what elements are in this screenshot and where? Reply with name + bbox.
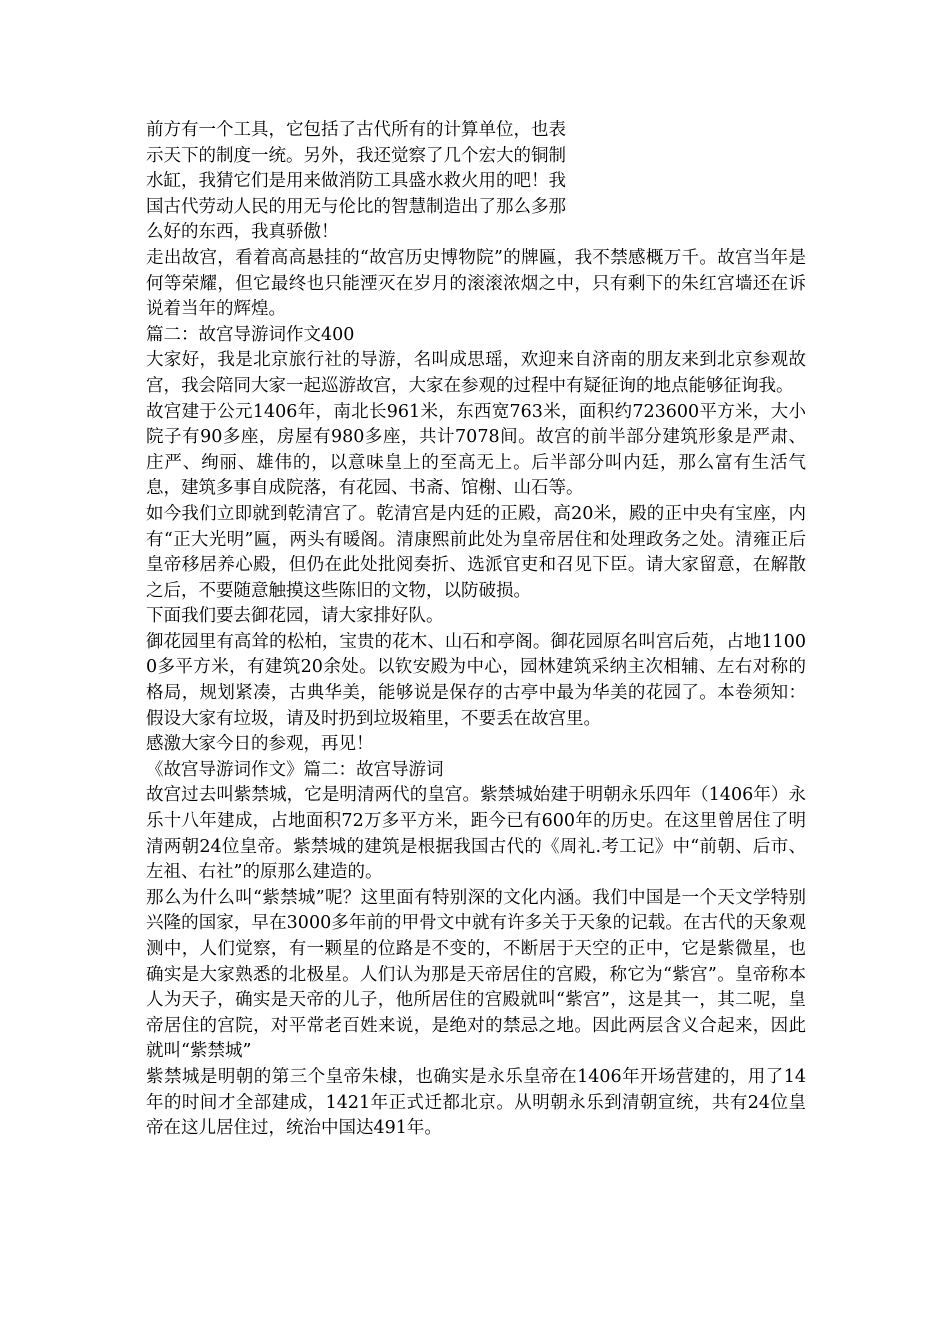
intro-line: 么好的东西，我真骄傲！ (146, 222, 339, 243)
section-heading: 《故宫导游词作文》篇二：故宫导游词 (146, 759, 444, 780)
paragraph-greeting: 大家好，我是北京旅行社的导游，名叫成思瑶，欢迎来自济南的朋友来到北京参观故宫，我会陪同大家一起巡游故宫，大家在参观的过程中有疑征询的地点能够征询我。 (146, 350, 806, 396)
paragraph-imperial-garden: 御花园里有高耸的松柏，宝贵的花木、山石和亭阁。御花园原名叫宫后苑，占地11000多平方米，有建筑20余处。以钦安殿为中心，园林建筑采纳主次相辅、左右对称的格局，规划紧凑，古典华美，能够说是保存的古亭中最为华美的花园了。本卷须知：假设大家有垃圾，请及时扔到垃圾箱里，不要丢在故宫里。 (146, 631, 806, 729)
intro-block (146, 118, 608, 246)
intro-line: 示天下的制度一统。另外，我还觉察了几个宏大的铜制 (146, 145, 566, 166)
paragraph-leaving-palace: 走出故宫，看着高高悬挂的“故宫历史博物院”的牌匾，我不禁感概万千。故宫当年是何等荣耀，但它最终也只能湮灭在岁月的滚滚浓烟之中，只有剩下的朱红宫墙还在诉说着当年的辉煌。 (146, 247, 806, 320)
section-heading: 篇二：故宫导游词作文400 (146, 324, 355, 345)
paragraph-qianqing-palace: 如今我们立即就到乾清宫了。乾清宫是内廷的正殿，高20米，殿的正中央有宝座，内有“正大光明”匾，两头有暖阁。清康熙前此处为皇帝居住和处理政务之处。清雍正后皇帝移居养心殿，但仍在此处批阅奏折、选派官吏和召见下臣。请大家留意，在解散之后，不要随意触摸这些陈旧的文物，以防破损。 (146, 503, 806, 601)
paragraph-palace-facts: 故宫建于公元1406年，南北长961米，东西宽763米，面积约723600平方米，大小院子有90多座，房屋有980多座，共计7078间。故宫的前半部分建筑形象是严肃、庄严、绚丽、雄伟的，以意味皇上的至高无上。后半部分叫内廷，那么富有生活气息，建筑多事自成院落，有花园、书斋、馆榭、山石等。 (146, 401, 806, 499)
paragraph-go-to-garden: 下面我们要去御花园，请大家排好队。 (146, 606, 444, 627)
intro-line: 前方有一个工具，它包括了古代所有的计算单位，也表 (146, 120, 566, 140)
paragraph-construction: 紫禁城是明朝的第三个皇帝朱棣，也确实是永乐皇帝在1406年开场营建的，用了14年的时间才全部建成，1421年正式迁都北京。从明朝永乐到清朝宣统，共有24位皇帝在这儿居住过，统治中国达491年。 (146, 1066, 806, 1139)
paragraph-thanks: 感激大家今日的参观，再见！ (146, 734, 374, 755)
paragraph-forbidden-city-intro: 故宫过去叫紫禁城，它是明清两代的皇宫。紫禁城始建于明朝永乐四年（1406年）永乐十八年建成，占地面积72万多平方米，距今已有600年的历史。在这里曾居住了明清两朝24位皇帝。紫禁城的建筑是根据我国古代的《周礼.考工记》中“前朝、后市、左祖、右社”的原那么建造的。 (146, 785, 806, 883)
paragraph-name-origin: 那么为什么叫“紫禁城”呢？这里面有特别深的文化内涵。我们中国是一个天文学特别兴隆的国家，早在3000多年前的甲骨文中就有许多关于天象的记载。在古代的天象观测中，人们觉察，有一颗星的位路是不变的，不断居于天空的正中，它是紫微星，也确实是大家熟悉的北极星。人们认为那是天帝居住的宫殿，称它为“紫宫”。皇帝称本人为天子，确实是天帝的儿子，他所居住的宫殿就叫“紫宫”，这是其一，其二呢，皇帝居住的宫院，对平常老百姓来说，是绝对的禁忌之地。因此两层含义合起来，因此就叫“紫禁城” (146, 887, 806, 1062)
document-body (146, 118, 806, 1142)
intro-line: 水缸，我猜它们是用来做消防工具盛水救火用的吧！我 (146, 171, 566, 192)
intro-line: 国古代劳动人民的用无与伦比的智慧制造出了那么多那 (146, 196, 566, 217)
